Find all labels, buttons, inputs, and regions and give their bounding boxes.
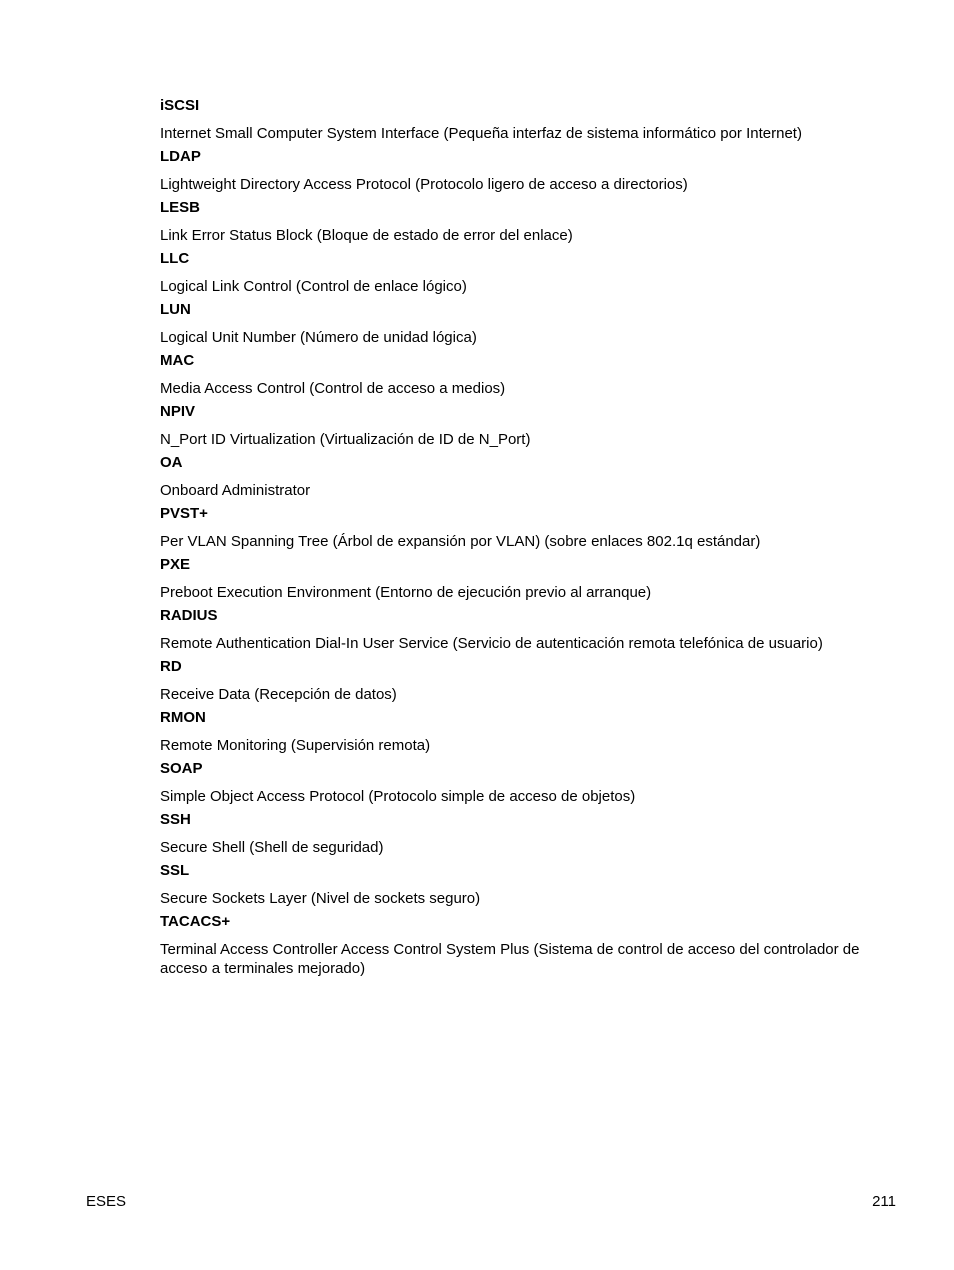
glossary-term: TACACS+: [160, 913, 231, 930]
glossary-entry: [160, 451, 890, 502]
glossary-entry: [160, 94, 890, 145]
glossary-term: LLC: [160, 250, 190, 267]
glossary-entry: [160, 349, 890, 400]
glossary-entry: [160, 196, 890, 247]
glossary-term: SOAP: [160, 760, 203, 777]
glossary-entry: [160, 247, 890, 298]
glossary-term: SSH: [160, 811, 191, 828]
glossary-term: MAC: [160, 352, 195, 369]
glossary-term: LUN: [160, 301, 191, 318]
glossary-term: RADIUS: [160, 607, 218, 624]
footer-language-code: ESES: [86, 1193, 127, 1210]
glossary-term: RD: [160, 658, 182, 675]
glossary-entry: [160, 910, 890, 980]
glossary-term: LESB: [160, 199, 201, 216]
page-number: 211: [872, 1193, 896, 1210]
glossary-entry: [160, 808, 890, 859]
glossary-term: PVST+: [160, 505, 208, 522]
glossary-definition: Media Access Control (Control de acceso a medios): [160, 380, 506, 397]
glossary-term: OA: [160, 454, 183, 471]
glossary-term: RMON: [160, 709, 206, 726]
glossary-definition: Logical Link Control (Control de enlace lógico): [160, 278, 467, 295]
glossary-definition: Internet Small Computer System Interface (Pequeña interfaz de sistema informático por Internet): [160, 125, 802, 142]
glossary-entry: [160, 706, 890, 757]
glossary-term: SSL: [160, 862, 190, 879]
glossary-definition: Secure Shell (Shell de seguridad): [160, 839, 384, 856]
glossary-definition: Simple Object Access Protocol (Protocolo simple de acceso de objetos): [160, 788, 636, 805]
glossary-definition: Lightweight Directory Access Protocol (Protocolo ligero de acceso a directorios): [160, 176, 688, 193]
glossary-definition: Per VLAN Spanning Tree (Árbol de expansión por VLAN) (sobre enlaces 802.1q estándar): [160, 533, 761, 550]
glossary-entry: [160, 298, 890, 349]
glossary-entry: [160, 400, 890, 451]
glossary-definition: Terminal Access Controller Access Control System Plus (Sistema de control de acceso del controlador de acceso a terminales mejorado): [160, 941, 860, 977]
glossary-definition: Remote Monitoring (Supervisión remota): [160, 737, 431, 754]
glossary-definition: Preboot Execution Environment (Entorno de ejecución previo al arranque): [160, 584, 652, 601]
glossary-entry: [160, 757, 890, 808]
glossary-term: iSCSI: [160, 97, 200, 114]
glossary-entry: [160, 502, 890, 553]
glossary-list: [160, 94, 890, 980]
glossary-entry: [160, 655, 890, 706]
glossary-definition: Link Error Status Block (Bloque de estado de error del enlace): [160, 227, 573, 244]
glossary-definition: Remote Authentication Dial-In User Service (Servicio de autenticación remota telefónica de usuario): [160, 635, 823, 652]
glossary-entry: [160, 145, 890, 196]
glossary-term: NPIV: [160, 403, 196, 420]
glossary-definition: Receive Data (Recepción de datos): [160, 686, 397, 703]
glossary-entry: [160, 859, 890, 910]
glossary-entry: [160, 604, 890, 655]
glossary-term: PXE: [160, 556, 191, 573]
glossary-entry: [160, 553, 890, 604]
glossary-definition: N_Port ID Virtualization (Virtualización de ID de N_Port): [160, 431, 531, 448]
glossary-definition: Onboard Administrator: [160, 482, 311, 499]
glossary-definition: Logical Unit Number (Número de unidad lógica): [160, 329, 477, 346]
glossary-term: LDAP: [160, 148, 201, 165]
glossary-definition: Secure Sockets Layer (Nivel de sockets seguro): [160, 890, 481, 907]
